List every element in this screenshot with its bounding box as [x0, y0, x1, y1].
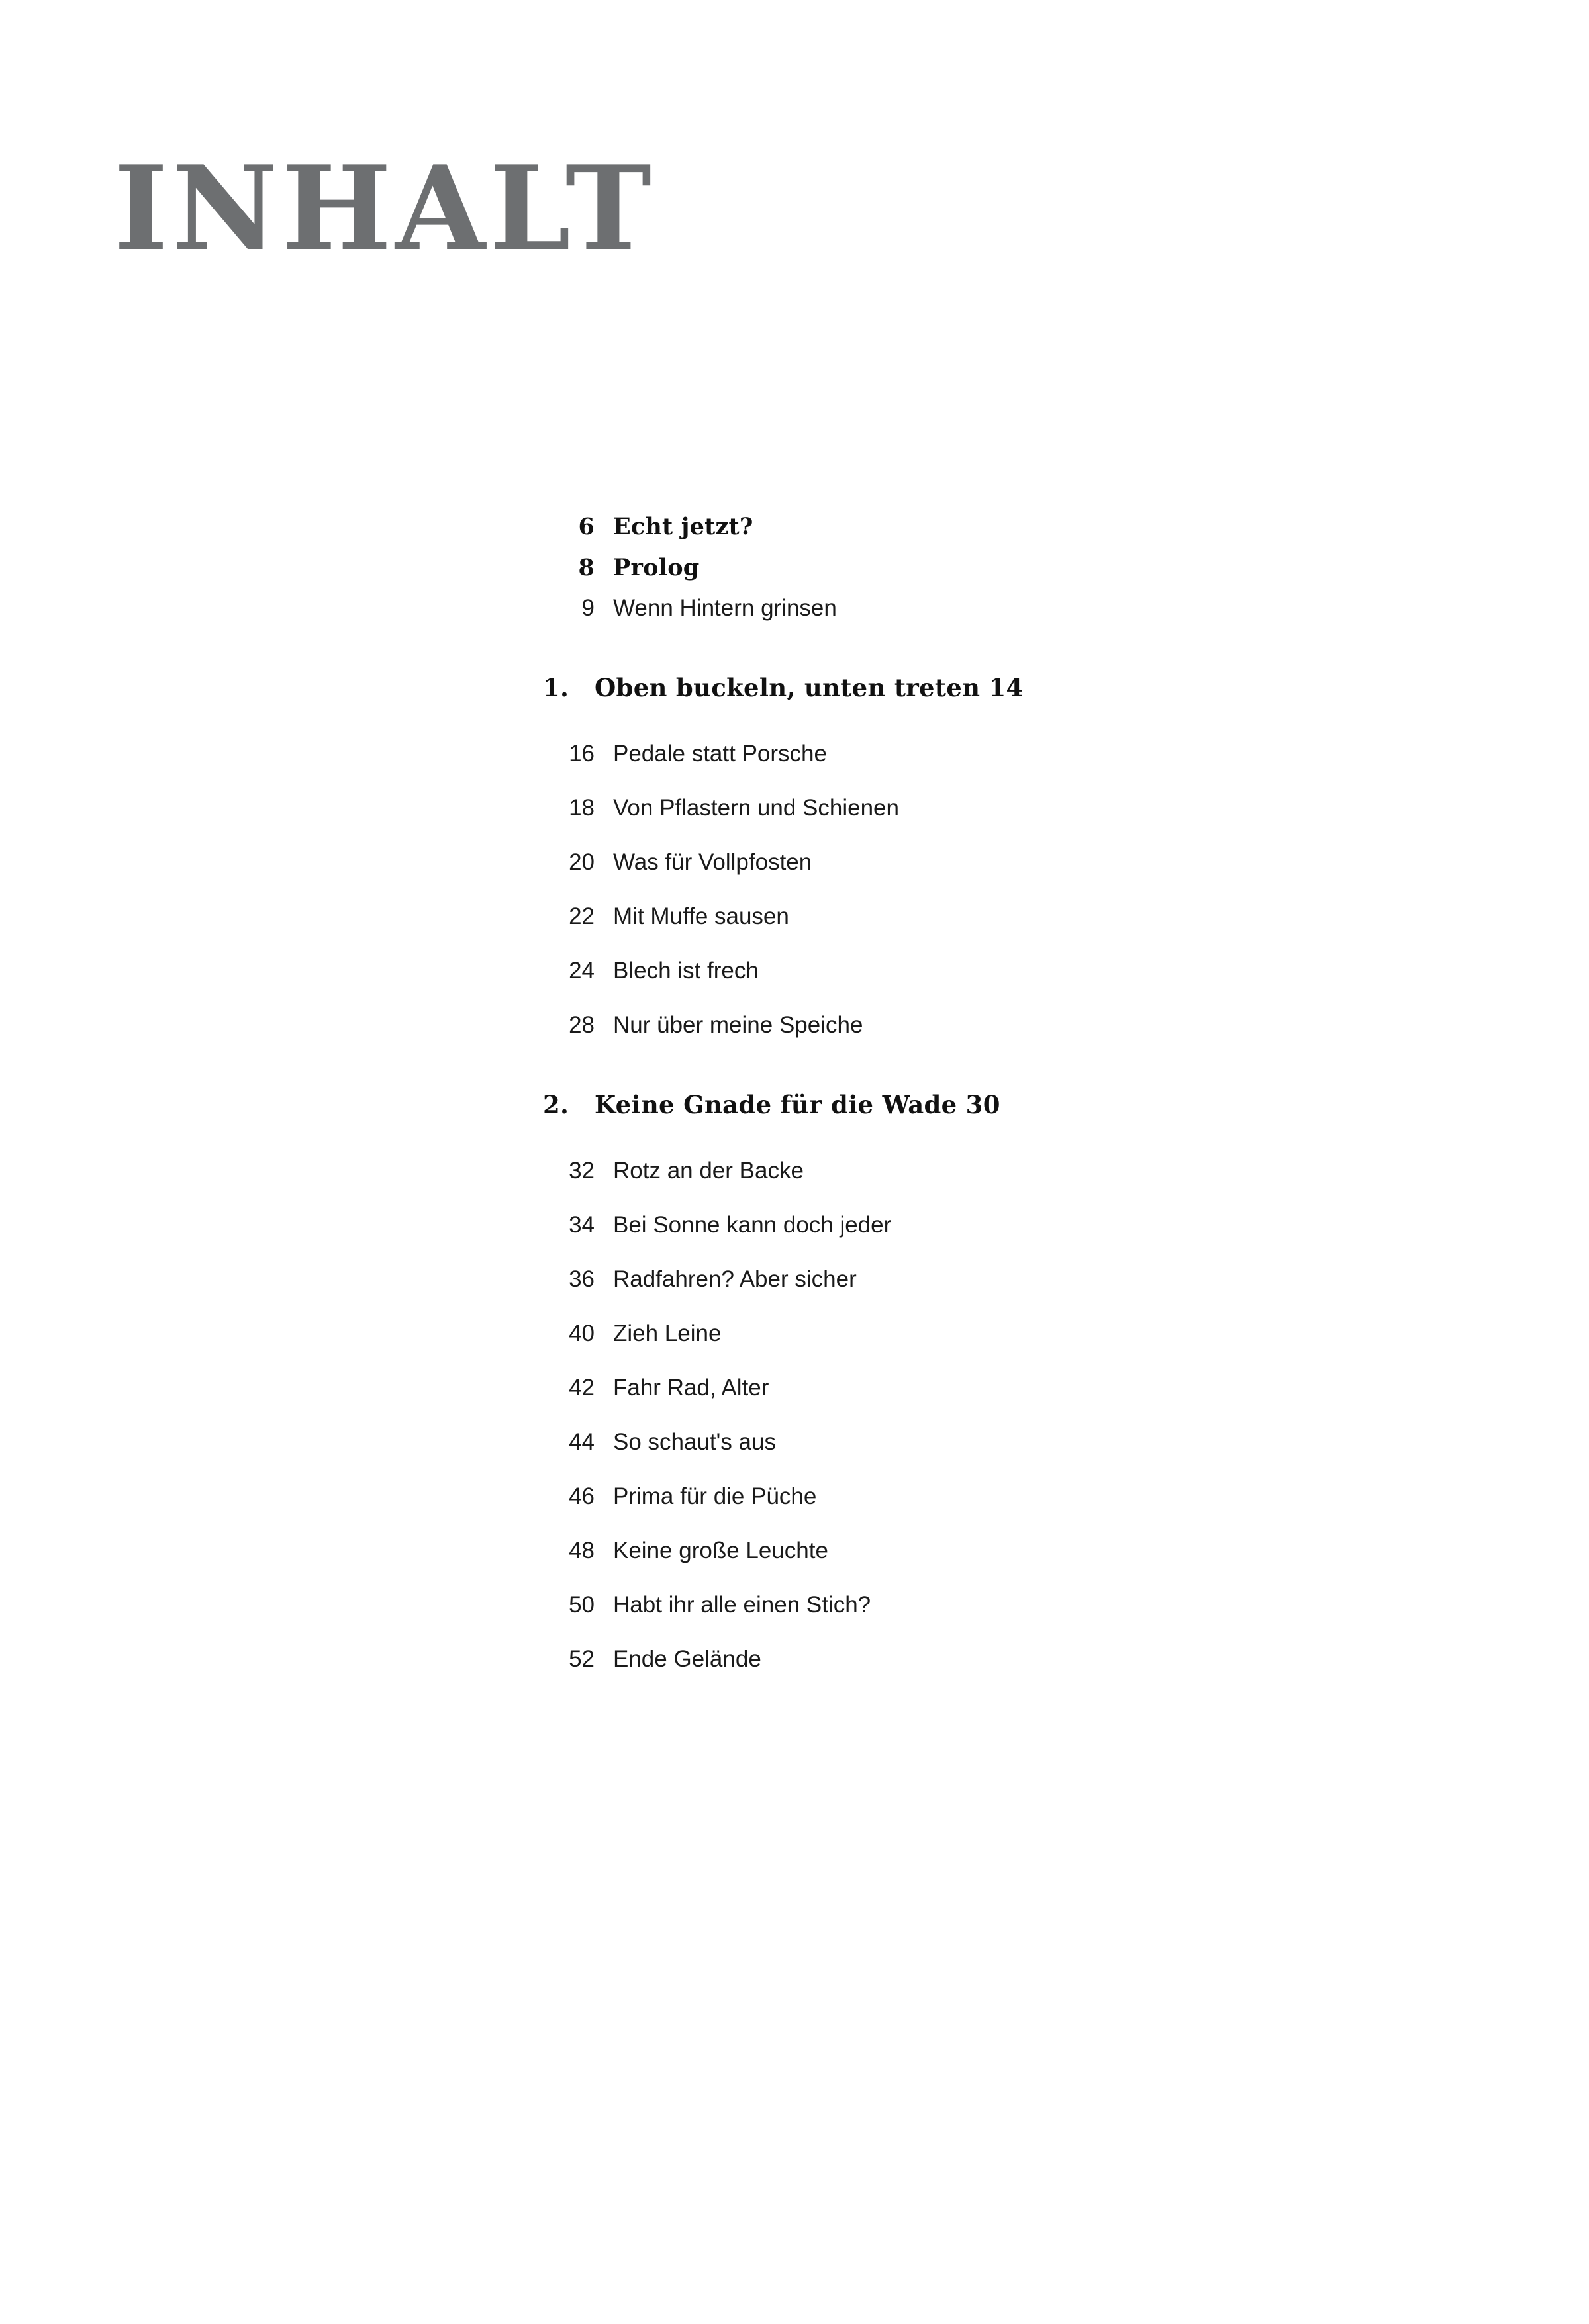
toc-entry-label: Mit Muffe sausen: [613, 904, 789, 929]
toc-entry[interactable]: [543, 958, 1404, 984]
toc-entry-page-number: 46: [569, 1483, 595, 1509]
toc-entry-label: Ende Gelände: [613, 1646, 761, 1672]
toc-entry[interactable]: [543, 1592, 1404, 1618]
toc-entry-page-number: 42: [569, 1375, 595, 1401]
toc-entry-page-number: 34: [569, 1212, 595, 1238]
toc-entry-page-number: 8: [578, 554, 595, 581]
toc-entry[interactable]: [543, 1483, 1404, 1510]
chapter-number: 2.: [543, 1090, 569, 1119]
chapter-heading-1[interactable]: [543, 673, 1404, 702]
toc-entry-label: So schaut's aus: [613, 1429, 776, 1455]
toc-entry-page-number: 18: [569, 795, 595, 821]
toc-entry[interactable]: [543, 741, 1404, 767]
toc-entry[interactable]: [543, 1212, 1404, 1238]
toc-entry-page-number: 36: [569, 1266, 595, 1292]
toc-entry[interactable]: [543, 1429, 1404, 1456]
toc-entry-label: Prima für die Püche: [613, 1483, 817, 1509]
toc-entry[interactable]: [543, 849, 1404, 876]
toc-entry-page-number: 20: [569, 849, 595, 875]
chapter-block-2: [543, 1090, 1404, 1673]
chapter-number: 1.: [543, 673, 569, 702]
toc-entry-label: Prolog: [613, 554, 700, 581]
toc-entry-label: Rotz an der Backe: [613, 1158, 804, 1184]
toc-entry-label: Keine große Leuchte: [613, 1538, 828, 1563]
chapter-title: Oben buckeln, unten treten 14: [595, 673, 1024, 702]
toc-entry-label: Zieh Leine: [613, 1321, 722, 1346]
toc-entry[interactable]: [543, 1538, 1404, 1564]
toc-entry-page-number: 16: [569, 741, 595, 767]
toc-entry-echt-jetzt[interactable]: [543, 513, 1404, 540]
page-title: INHALT: [114, 141, 655, 277]
chapter-2-entries: [543, 1158, 1404, 1673]
toc-entry[interactable]: [543, 1266, 1404, 1293]
toc-entry-page-number: 28: [569, 1012, 595, 1038]
toc-entry[interactable]: [543, 1375, 1404, 1401]
toc-entry-page-number: 44: [569, 1429, 595, 1455]
chapter-block-1: [543, 673, 1404, 1039]
toc-entry-page-number: 6: [578, 513, 595, 540]
toc-entry-label: Bei Sonne kann doch jeder: [613, 1212, 892, 1238]
toc-entry-label: Radfahren? Aber sicher: [613, 1266, 857, 1292]
toc-entry[interactable]: [543, 1646, 1404, 1673]
toc-entry-page-number: 9: [581, 595, 595, 621]
chapter-heading-2[interactable]: [543, 1090, 1404, 1119]
toc-entry-page-number: 50: [569, 1592, 595, 1618]
toc-entry-prolog[interactable]: [543, 554, 1404, 581]
chapter-1-entries: [543, 741, 1404, 1039]
toc-entry-label: Wenn Hintern grinsen: [613, 595, 837, 621]
toc-entry-label: Blech ist frech: [613, 958, 759, 984]
toc-entry-page-number: 52: [569, 1646, 595, 1672]
toc-entry-label: Was für Vollpfosten: [613, 849, 812, 875]
toc-entry-page-number: 32: [569, 1158, 595, 1184]
toc-entry-label: Von Pflastern und Schienen: [613, 795, 899, 821]
toc-entry-page-number: 24: [569, 958, 595, 984]
toc-entry[interactable]: [543, 1321, 1404, 1347]
table-of-contents: [543, 513, 1404, 1673]
toc-entry-page-number: 48: [569, 1538, 595, 1563]
toc-entry-label: Echt jetzt?: [613, 513, 753, 540]
toc-entry[interactable]: [543, 904, 1404, 930]
chapter-title: Keine Gnade für die Wade 30: [595, 1090, 1000, 1119]
toc-entry-label: Habt ihr alle einen Stich?: [613, 1592, 871, 1618]
toc-entry-label: Fahr Rad, Alter: [613, 1375, 769, 1401]
toc-entry-wenn-hintern-grinsen[interactable]: [543, 595, 1404, 622]
toc-entry-label: Pedale statt Porsche: [613, 741, 827, 767]
toc-entry-page-number: 22: [569, 904, 595, 929]
toc-entry[interactable]: [543, 795, 1404, 821]
toc-entry[interactable]: [543, 1012, 1404, 1039]
toc-entry-page-number: 40: [569, 1321, 595, 1346]
toc-entry[interactable]: [543, 1158, 1404, 1184]
toc-entry-label: Nur über meine Speiche: [613, 1012, 863, 1038]
